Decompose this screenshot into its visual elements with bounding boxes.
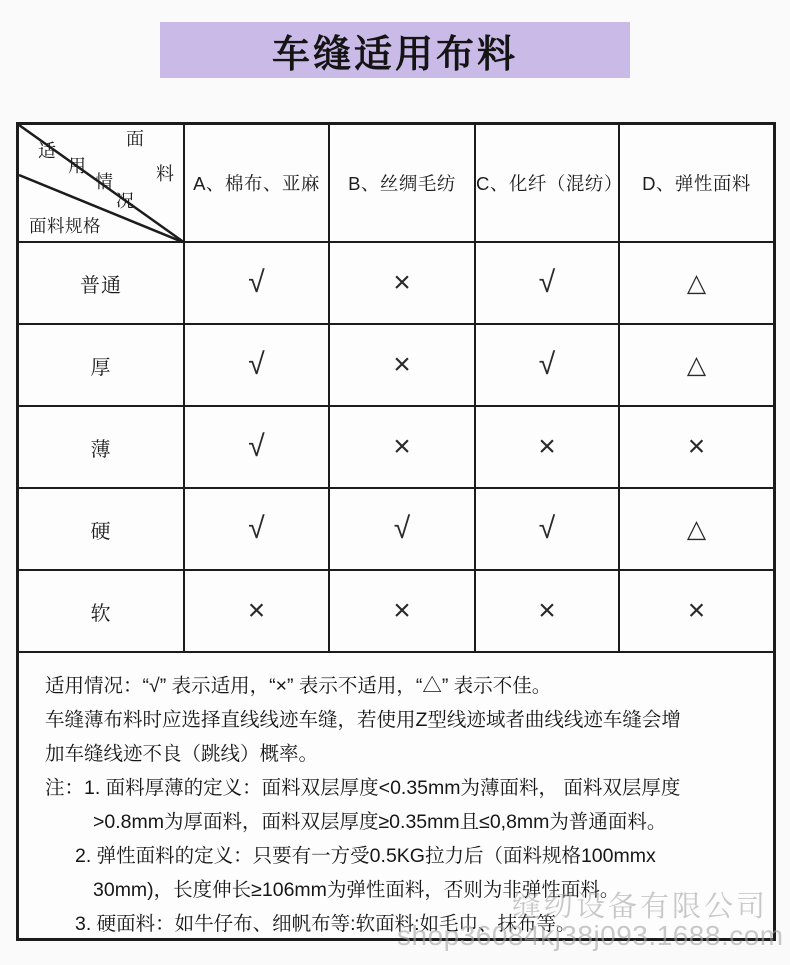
cell-normal-c: √ <box>476 243 620 325</box>
note1-thickness-def-1: 注：1. 面料厚薄的定义：面料双层厚度<0.35mm为薄面料， 面料双层厚度 <box>45 777 681 799</box>
row-label-hard: 硬 <box>19 489 185 571</box>
cell-hard-d: △ <box>620 489 773 571</box>
cell-normal-b: × <box>330 243 476 325</box>
cell-thin-c: × <box>476 407 620 489</box>
cell-soft-a: × <box>185 571 330 653</box>
cell-hard-c: √ <box>476 489 620 571</box>
corner-label-fabric-char2: 料 <box>156 164 174 184</box>
cell-thin-d: × <box>620 407 773 489</box>
note1-thickness-def-2: >0.8mm为厚面料，面料双层厚度≥0.35mm且≤0,8mm为普通面料。 <box>93 811 667 833</box>
note-thin-fabric-2: 加车缝线迹不良（跳线）概率。 <box>45 743 319 765</box>
note2-elastic-def-1: 2. 弹性面料的定义：只要有一方受0.5KG拉力后（面料规格100mmx <box>75 845 656 867</box>
column-header-cotton-linen: A、棉布、亚麻 <box>185 125 330 243</box>
page-title: 车缝适用布料 <box>271 33 518 76</box>
cell-soft-c: × <box>476 571 620 653</box>
corner-label-fabric-char1: 面 <box>126 129 144 149</box>
corner-label-fabric-spec: 面料规格 <box>29 216 101 236</box>
cell-thick-d: △ <box>620 325 773 407</box>
cell-hard-a: √ <box>185 489 330 571</box>
note3-hard-soft-examples: 3. 硬面料：如牛仔布、细帆布等:软面料:如毛巾、抹布等。 <box>75 913 576 935</box>
note-thin-fabric-1: 车缝薄布料时应选择直线线迹车缝，若使用Z型线迹域者曲线线迹车缝会增 <box>45 709 681 731</box>
corner-label-usage-char1: 适 <box>38 141 56 161</box>
corner-header-cell <box>19 125 185 243</box>
column-header-silk-wool: B、丝绸毛纺 <box>330 125 476 243</box>
cell-thick-b: × <box>330 325 476 407</box>
title-banner <box>160 22 630 78</box>
cell-normal-d: △ <box>620 243 773 325</box>
cell-thin-b: × <box>330 407 476 489</box>
corner-label-usage-char2: 用 <box>68 156 86 176</box>
watermark-shop-url: shop36084kj38j093.1688.com <box>397 920 784 951</box>
cell-thin-a: √ <box>185 407 330 489</box>
row-label-normal: 普通 <box>19 243 185 325</box>
column-header-chemical-fiber: C、化纤（混纺） <box>476 125 620 243</box>
cell-thick-a: √ <box>185 325 330 407</box>
cell-thick-c: √ <box>476 325 620 407</box>
cell-normal-a: √ <box>185 243 330 325</box>
fabric-table <box>16 122 776 941</box>
corner-label-usage-char4: 况 <box>116 191 134 211</box>
corner-label-usage-char3: 情 <box>95 172 113 192</box>
row-label-thick: 厚 <box>19 325 185 407</box>
watermark-company-name: 缝纫设备有限公司 <box>512 891 769 923</box>
column-header-elastic-fabric: D、弹性面料 <box>620 125 773 243</box>
fabric-grid <box>19 125 773 653</box>
cell-soft-b: × <box>330 571 476 653</box>
cell-soft-d: × <box>620 571 773 653</box>
legend-line: 适用情况：“√” 表示适用，“×” 表示不适用，“△” 表示不佳。 <box>45 675 552 697</box>
note2-elastic-def-2: 30mm)，长度伸长≥106mm为弹性面料，否则为非弹性面料。 <box>93 879 620 901</box>
cell-hard-b: √ <box>330 489 476 571</box>
row-label-soft: 软 <box>19 571 185 653</box>
notes-section <box>19 653 773 938</box>
row-label-thin: 薄 <box>19 407 185 489</box>
